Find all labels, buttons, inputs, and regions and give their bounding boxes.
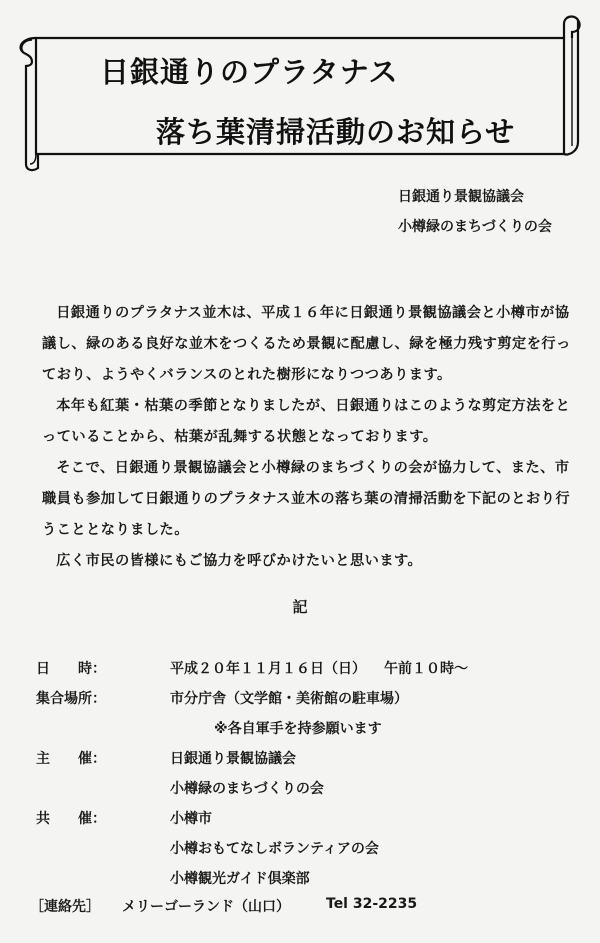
title-scroll-banner [8, 14, 590, 174]
place-note-row [214, 718, 382, 742]
title-line-2: 落ち葉清掃活動のお知らせ [156, 115, 516, 149]
date-label: 日 時： [36, 661, 106, 677]
body-paragraph: 広く市民の皆様にもご協力を呼びかけたいと思います。 [56, 553, 423, 569]
ki-heading: 記 [292, 598, 308, 616]
host-value: 小樽緑のまちづくりの会 [170, 781, 324, 797]
host-label: 主 催： [36, 751, 106, 767]
cohost-value: 小樽おもてなしボランティアの会 [170, 841, 379, 857]
contact-label: ［連絡先］ [30, 899, 100, 915]
place-note: ※各自軍手を持参願います [214, 721, 382, 737]
date-value: 平成２０年１１月１６日（日） [170, 661, 366, 677]
body-paragraph: そこで、日銀通り景観協議会と小樽緑のまちづくりの会が協力して、また、市職員も参加して日銀通りのプラタナス並木の落ち葉の清掃活動を下記のとおり行うこととなりました。 [42, 460, 571, 538]
announcement-body [42, 298, 582, 577]
place-label: 集合場所： [36, 691, 106, 707]
body-paragraph: 日銀通りのプラタナス並木は、平成１６年に日銀通り景観協議会と小樽市が協議し、緑のある良好な並木をつくるため景観に配慮し、緑を極力残す剪定を行っており、ようやくバランスのとれた樹形になりつつあります。 [42, 305, 571, 383]
contact-name: メリーゴーランド（山口） [122, 899, 290, 915]
organizer-2: 小樽緑のまちづくりの会 [398, 219, 552, 235]
cohost-label: 共 催： [36, 811, 106, 827]
time-value: 午前１０時～ [384, 661, 468, 677]
cohost-value: 小樽市 [170, 811, 212, 827]
place-value: 市分庁舎（文学館・美術館の駐車場） [170, 691, 408, 707]
host-value: 日銀通り景観協議会 [170, 751, 296, 767]
body-paragraph: 本年も紅葉・枯葉の季節となりましたが、日銀通りはこのような剪定方法をとっていることから、枯葉が乱舞する状態となっております。 [42, 398, 571, 445]
contact-tel: Tel 32-2235 [326, 896, 418, 912]
cohost-value: 小樽観光ガイド倶楽部 [170, 871, 310, 887]
organizer-1: 日銀通り景観協議会 [398, 189, 524, 205]
title-line-1: 日銀通りのプラタナス [100, 55, 399, 89]
